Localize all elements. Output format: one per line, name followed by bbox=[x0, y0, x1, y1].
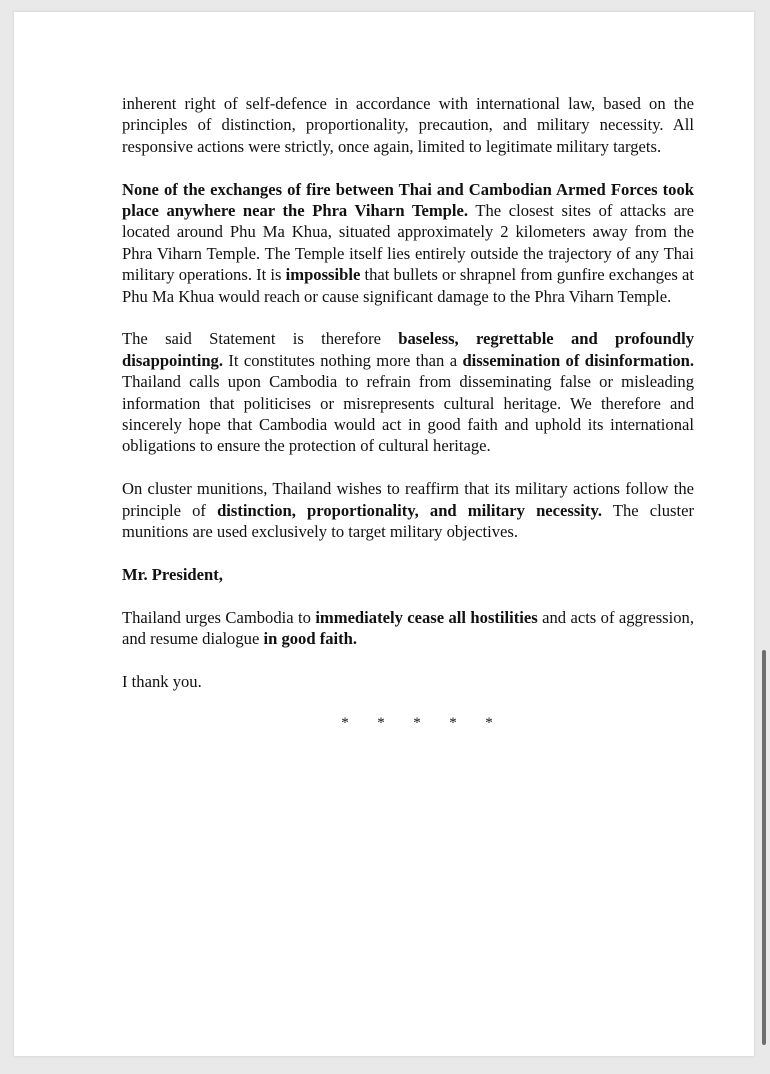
paragraph-text: Thailand urges Cambodia to bbox=[122, 607, 316, 627]
closing-line bbox=[122, 671, 694, 692]
asterisk-mark: * bbox=[413, 715, 421, 732]
paragraph-text: The cluster munitions are used exclusively to target military objectives. bbox=[122, 500, 694, 542]
paragraph-text: I thank you. bbox=[122, 671, 202, 691]
scrollbar-thumb[interactable] bbox=[762, 650, 766, 1045]
paragraph-text: The closest sites of attacks are located around Phu Ma Khua, situated approximately 2 kilometers away from the Phra Viharn Temple. The Temple itself lies entirely outside the trajectory of any Thai military operations. It is bbox=[122, 201, 694, 285]
bold-text: baseless, regrettable and profoundly disappointing. bbox=[122, 329, 695, 370]
paragraph-self-defence bbox=[122, 93, 694, 157]
bold-text: dissemination of disinformation. bbox=[462, 350, 694, 370]
bold-text: Mr. President, bbox=[122, 564, 223, 584]
asterisk-mark: * bbox=[377, 715, 385, 732]
paragraph-cluster-munitions bbox=[122, 478, 694, 542]
paragraph-urges bbox=[122, 607, 694, 650]
asterisk-mark: * bbox=[449, 715, 457, 732]
document-page bbox=[14, 12, 754, 1056]
paragraph-text: On cluster munitions, Thailand wishes to reaffirm that its military actions follow the principle of bbox=[122, 479, 694, 520]
salutation bbox=[122, 564, 694, 585]
document-body bbox=[122, 93, 694, 735]
scrollbar[interactable] bbox=[760, 0, 768, 1074]
paragraph-text: Thailand calls upon Cambodia to refrain from disseminating false or misleading information that politicises or misrepresents cultural heritage. We therefore and sincerely hope that Cambodia would act in good faith and uphold its international obligations to ensure the protection of cultural heritage. bbox=[122, 372, 694, 456]
bold-text: distinction, proportionality, and military necessity. bbox=[217, 500, 602, 520]
asterisk-mark: * bbox=[341, 715, 349, 732]
paragraph-text: It constitutes nothing more than a bbox=[223, 350, 463, 370]
asterisk-mark: * bbox=[485, 715, 493, 732]
paragraph-statement bbox=[122, 328, 694, 456]
bold-text: impossible bbox=[285, 265, 361, 285]
paragraph-text: and acts of aggression, and resume dialogue bbox=[122, 607, 694, 649]
bold-text: immediately cease all hostilities bbox=[315, 607, 538, 627]
bold-text: None of the exchanges of fire between Thai and Cambodian Armed Forces took place anywhere near the Phra Viharn Temple. bbox=[122, 179, 694, 221]
end-marks bbox=[122, 713, 694, 734]
bold-text: in good faith. bbox=[263, 629, 358, 649]
paragraph-text: inherent right of self-defence in accordance with international law, based on the principles of distinction, proportionality, precaution, and military necessity. All responsive actions were strictly, once again, limited to legitimate military targets. bbox=[122, 94, 694, 156]
paragraph-text: The said Statement is therefore bbox=[122, 329, 399, 349]
paragraph-temple bbox=[122, 179, 694, 307]
paragraph-text: that bullets or shrapnel from gunfire exchanges at Phu Ma Khua would reach or cause significant damage to the Phra Viharn Temple. bbox=[122, 265, 695, 306]
